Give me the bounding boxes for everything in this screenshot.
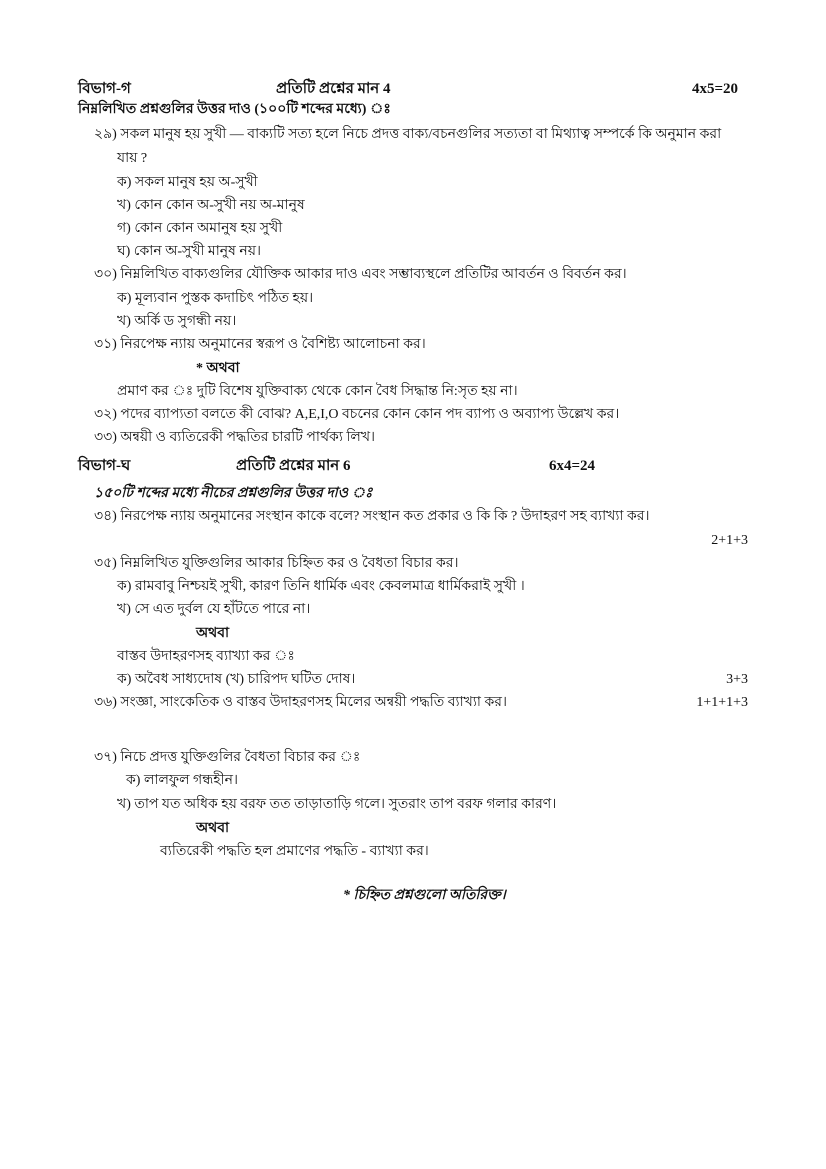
question-29-option-kha: খ) কোন কোন অ-সুখী নয় অ-মানুষ (117, 198, 305, 213)
question-29: ২৯) সকল মানুষ হয় সুখী — বাক্যটি সত্য হলে নিচে প্রদত্ত বাক্য/বচনগুলির সত্যতা বা মিথ্যাত্ব সম্পর্কে কি অনুমান করা (94, 127, 722, 142)
section-gh-instruction: ১৫০টি শব্দের মধ্যে নীচের প্রশ্নগুলির উত্তর দাও ঃ (94, 486, 373, 501)
question-34: ৩৪) নিরপেক্ষ ন্যায় অনুমানের সংস্থান কাকে বলে? সংস্থান কত প্রকার ও কি কি ? উদাহরণ সহ ব্যাখ্যা কর। (94, 509, 650, 524)
question-33: ৩৩) অন্বয়ী ও ব্যতিরেকী পদ্ধতির চারটি পার্থক্য লিখ। (94, 430, 376, 445)
question-35: ৩৫) নিম্নলিখিত যুক্তিগুলির আকার চিহ্নিত কর ও বৈধতা বিচার কর। (94, 556, 459, 571)
question-35-option-ka: ক) রামবাবু নিশ্চয়ই সুখী, কারণ তিনি ধার্মিক এবং কেবলমাত্র ধার্মিকরাই সুখী । (117, 579, 525, 594)
question-37-option-kha: খ) তাপ যত অধিক হয় বরফ তত তাড়াতাড়ি গলে। সুতরাং তাপ বরফ গলার কারণ। (117, 797, 557, 812)
question-29-cont: যায় ? (117, 151, 148, 166)
question-37-option-ka: ক) লালফুল গন্ধহীন। (126, 773, 239, 788)
question-34-marks: 2+1+3 (711, 533, 748, 548)
question-35-or: অথবা (196, 626, 230, 641)
section-gh-title: বিভাগ-ঘ (78, 458, 131, 474)
footnote: * চিহ্নিত প্রশ্নগুলো অতিরিক্ত। (343, 888, 506, 903)
section-gh-per-question: প্রতিটি প্রশ্নের মান 6 (236, 458, 351, 474)
section-g-total: 4x5=20 (692, 81, 739, 97)
section-gh-total: 6x4=24 (549, 458, 596, 474)
question-30: ৩০) নিম্নলিখিত বাক্যগুলির যৌক্তিক আকার দাও এবং সম্ভাব্যস্থলে প্রতিটির আবর্তন ও বিবর্তন কর। (94, 267, 627, 282)
question-35-alt-item: ক) অবৈধ সাধ্যদোষ (খ) চারিপদ ঘটিত দোষ। (117, 672, 356, 687)
question-36: ৩৬) সংজ্ঞা, সাংকেতিক ও বাস্তব উদাহরণসহ মিলের অন্বয়ী পদ্ধতি ব্যাখ্যা কর। (94, 695, 507, 710)
question-30-option-kha: খ) অর্কি ড সুগন্ধী নয়। (117, 314, 237, 329)
question-35-alt: বাস্তব উদাহরণসহ ব্যাখ্যা কর ঃ (117, 649, 295, 664)
section-g-per-question: প্রতিটি প্রশ্নের মান 4 (276, 81, 391, 97)
question-37-alt: ব্যতিরেকী পদ্ধতি হল প্রমাণের পদ্ধতি - ব্যাখ্যা কর। (160, 844, 429, 859)
question-29-option-ga: গ) কোন কোন অমানুষ হয় সুখী (117, 221, 283, 236)
question-37-or: অথবা (196, 821, 230, 836)
question-37: ৩৭) নিচে প্রদত্ত যুক্তিগুলির বৈধতা বিচার কর ঃ (94, 750, 361, 765)
question-32: ৩২) পদের ব্যাপ্যতা বলতে কী বোঝ? A,E,I,O বচনের কোন কোন পদ ব্যাপ্য ও অব্যাপ্য উল্লেখ কর। (94, 407, 620, 422)
question-31: ৩১) নিরপেক্ষ ন্যায় অনুমানের স্বরূপ ও বৈশিষ্ট্য আলোচনা কর। (94, 337, 426, 352)
question-35-option-kha: খ) সে এত দুর্বল যে হাঁটতে পারে না। (117, 602, 311, 617)
section-g-instruction: নিম্নলিখিত প্রশ্নগুলির উত্তর দাও (১০০টি শব্দের মধ্যে) ঃ (78, 102, 391, 117)
question-29-option-gha: ঘ) কোন অ-সুখী মানুষ নয়। (117, 244, 261, 259)
section-g-title: বিভাগ-গ (78, 81, 131, 97)
question-30-option-ka: ক) মূল্যবান পুস্তক কদাচিৎ পঠিত হয়। (117, 291, 314, 306)
question-31-or: * অথবা (196, 361, 240, 376)
question-29-option-ka: ক) সকল মানুষ হয় অ-সুখী (117, 175, 258, 190)
question-35-marks: 3+3 (726, 672, 748, 687)
question-36-marks: 1+1+1+3 (696, 695, 748, 710)
question-31-alt: প্রমাণ কর ঃ দুটি বিশেষ যুক্তিবাক্য থেকে কোন বৈধ সিদ্ধান্ত নি:সৃত হয় না। (117, 384, 518, 399)
